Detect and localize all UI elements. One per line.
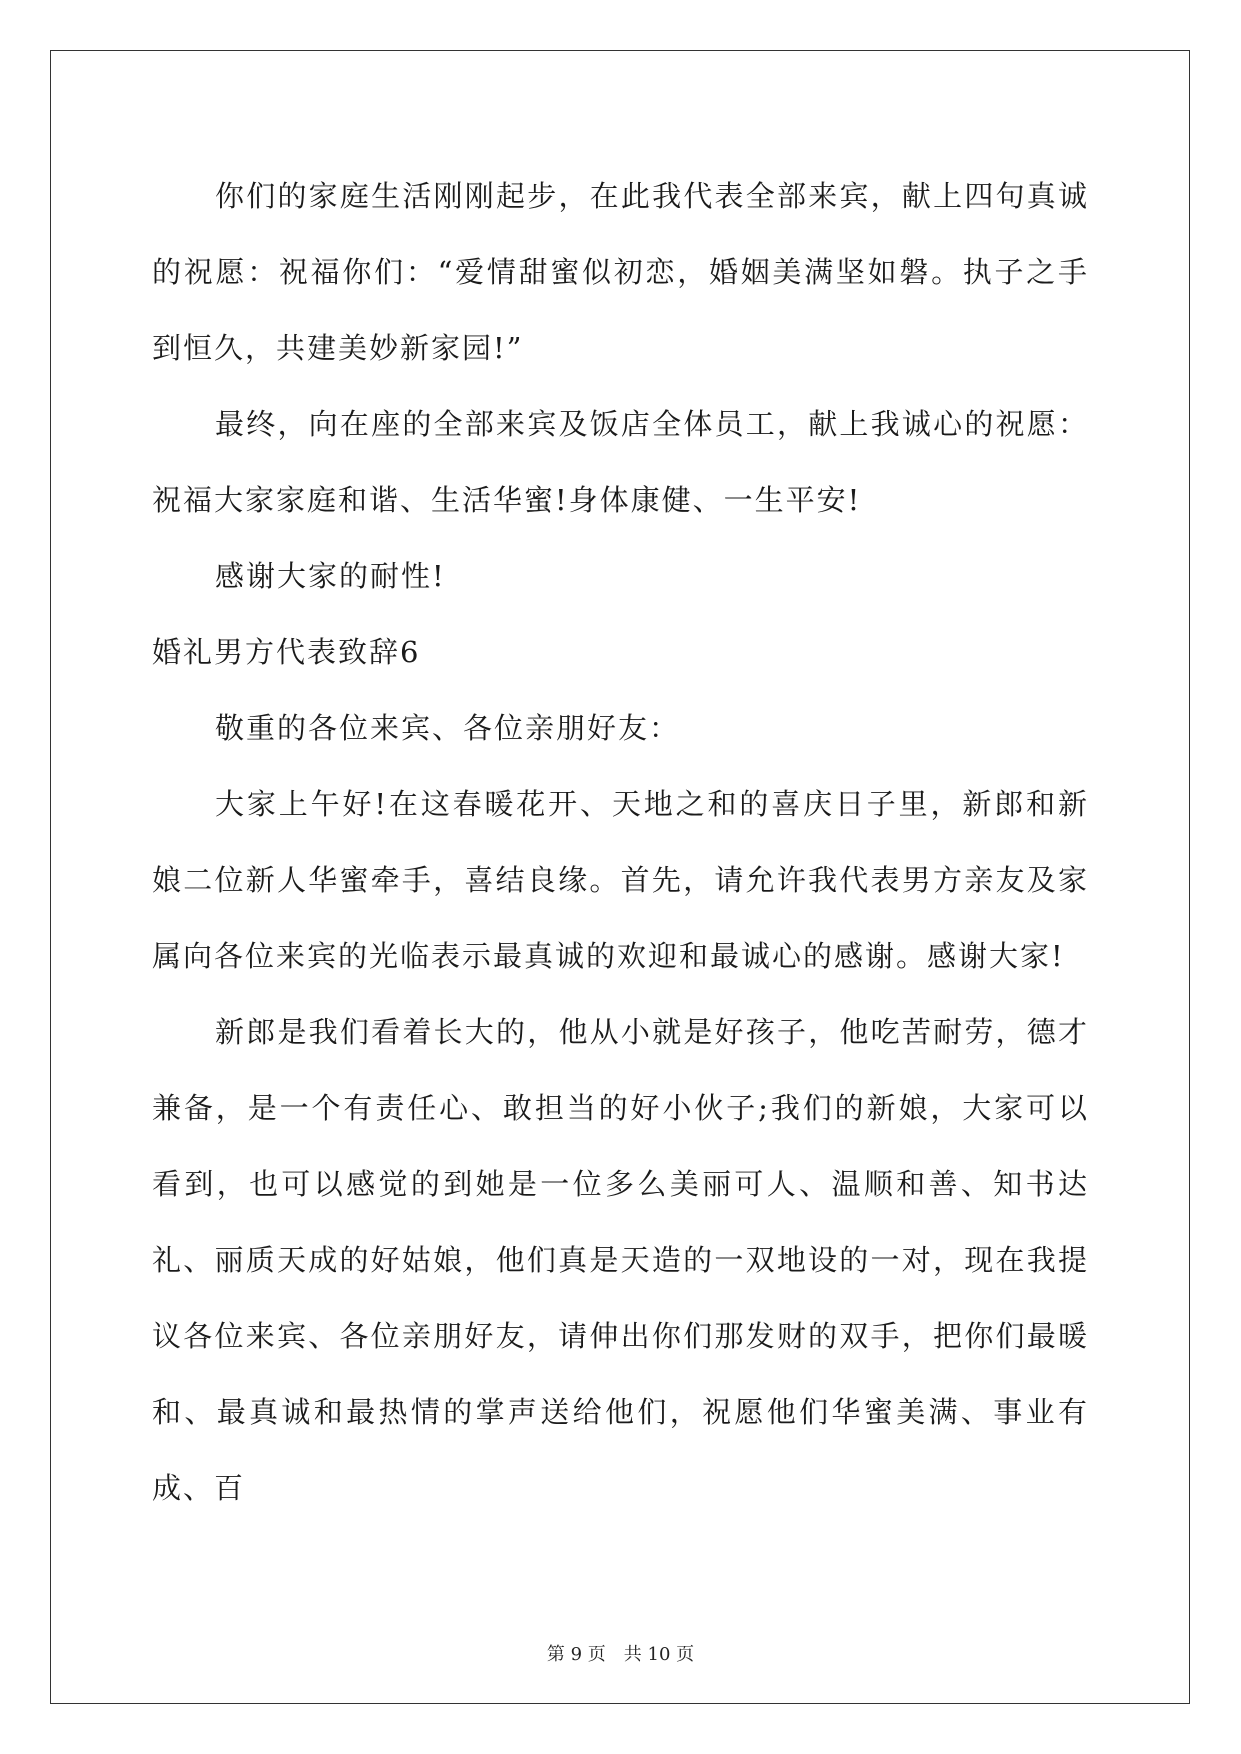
- paragraph-thanks: 感谢大家的耐性!: [215, 559, 446, 593]
- paragraph-final-wishes: 最终，向在座的全部来宾及饭店全体员工，献上我诚心的祝愿：祝福大家家庭和谐、生活华蜜!身体康健、一生平安!: [152, 407, 1089, 517]
- section-heading: 婚礼男方代表致辞6: [152, 635, 421, 669]
- paragraph-greeting: 大家上午好!在这春暖花开、天地之和的喜庆日子里，新郎和新娘二位新人华蜜牵手，喜结良缘。首先，请允许我代表男方亲友及家属向各位来宾的光临表示最真诚的欢迎和最诚心的感谢。感谢大家!: [152, 787, 1089, 973]
- paragraph-salutation: 敬重的各位来宾、各位亲朋好友：: [215, 711, 681, 745]
- page-number-footer: 第 9 页 共 10 页: [546, 1644, 695, 1665]
- paragraph-blessing: 你们的家庭生活刚刚起步，在此我代表全部来宾，献上四句真诚的祝愿：祝福你们：“爱情甜蜜似初恋，婚姻美满坚如磐。执子之手到恒久，共建美妙新家园!”: [152, 179, 1089, 365]
- paragraph-groom-bride: 新郎是我们看着长大的，他从小就是好孩子，他吃苦耐劳，德才兼备，是一个有责任心、敢担当的好小伙子;我们的新娘，大家可以看到，也可以感觉的到她是一位多么美丽可人、温顺和善、知书达礼、丽质天成的好姑娘，他们真是天造的一双地设的一对，现在我提议各位来宾、各位亲朋好友，请伸出你们那发财的双手，把你们最暖和、最真诚和最热情的掌声送给他们，祝愿他们华蜜美满、事业有成、百: [152, 1015, 1089, 1505]
- document-body: [152, 158, 1089, 1526]
